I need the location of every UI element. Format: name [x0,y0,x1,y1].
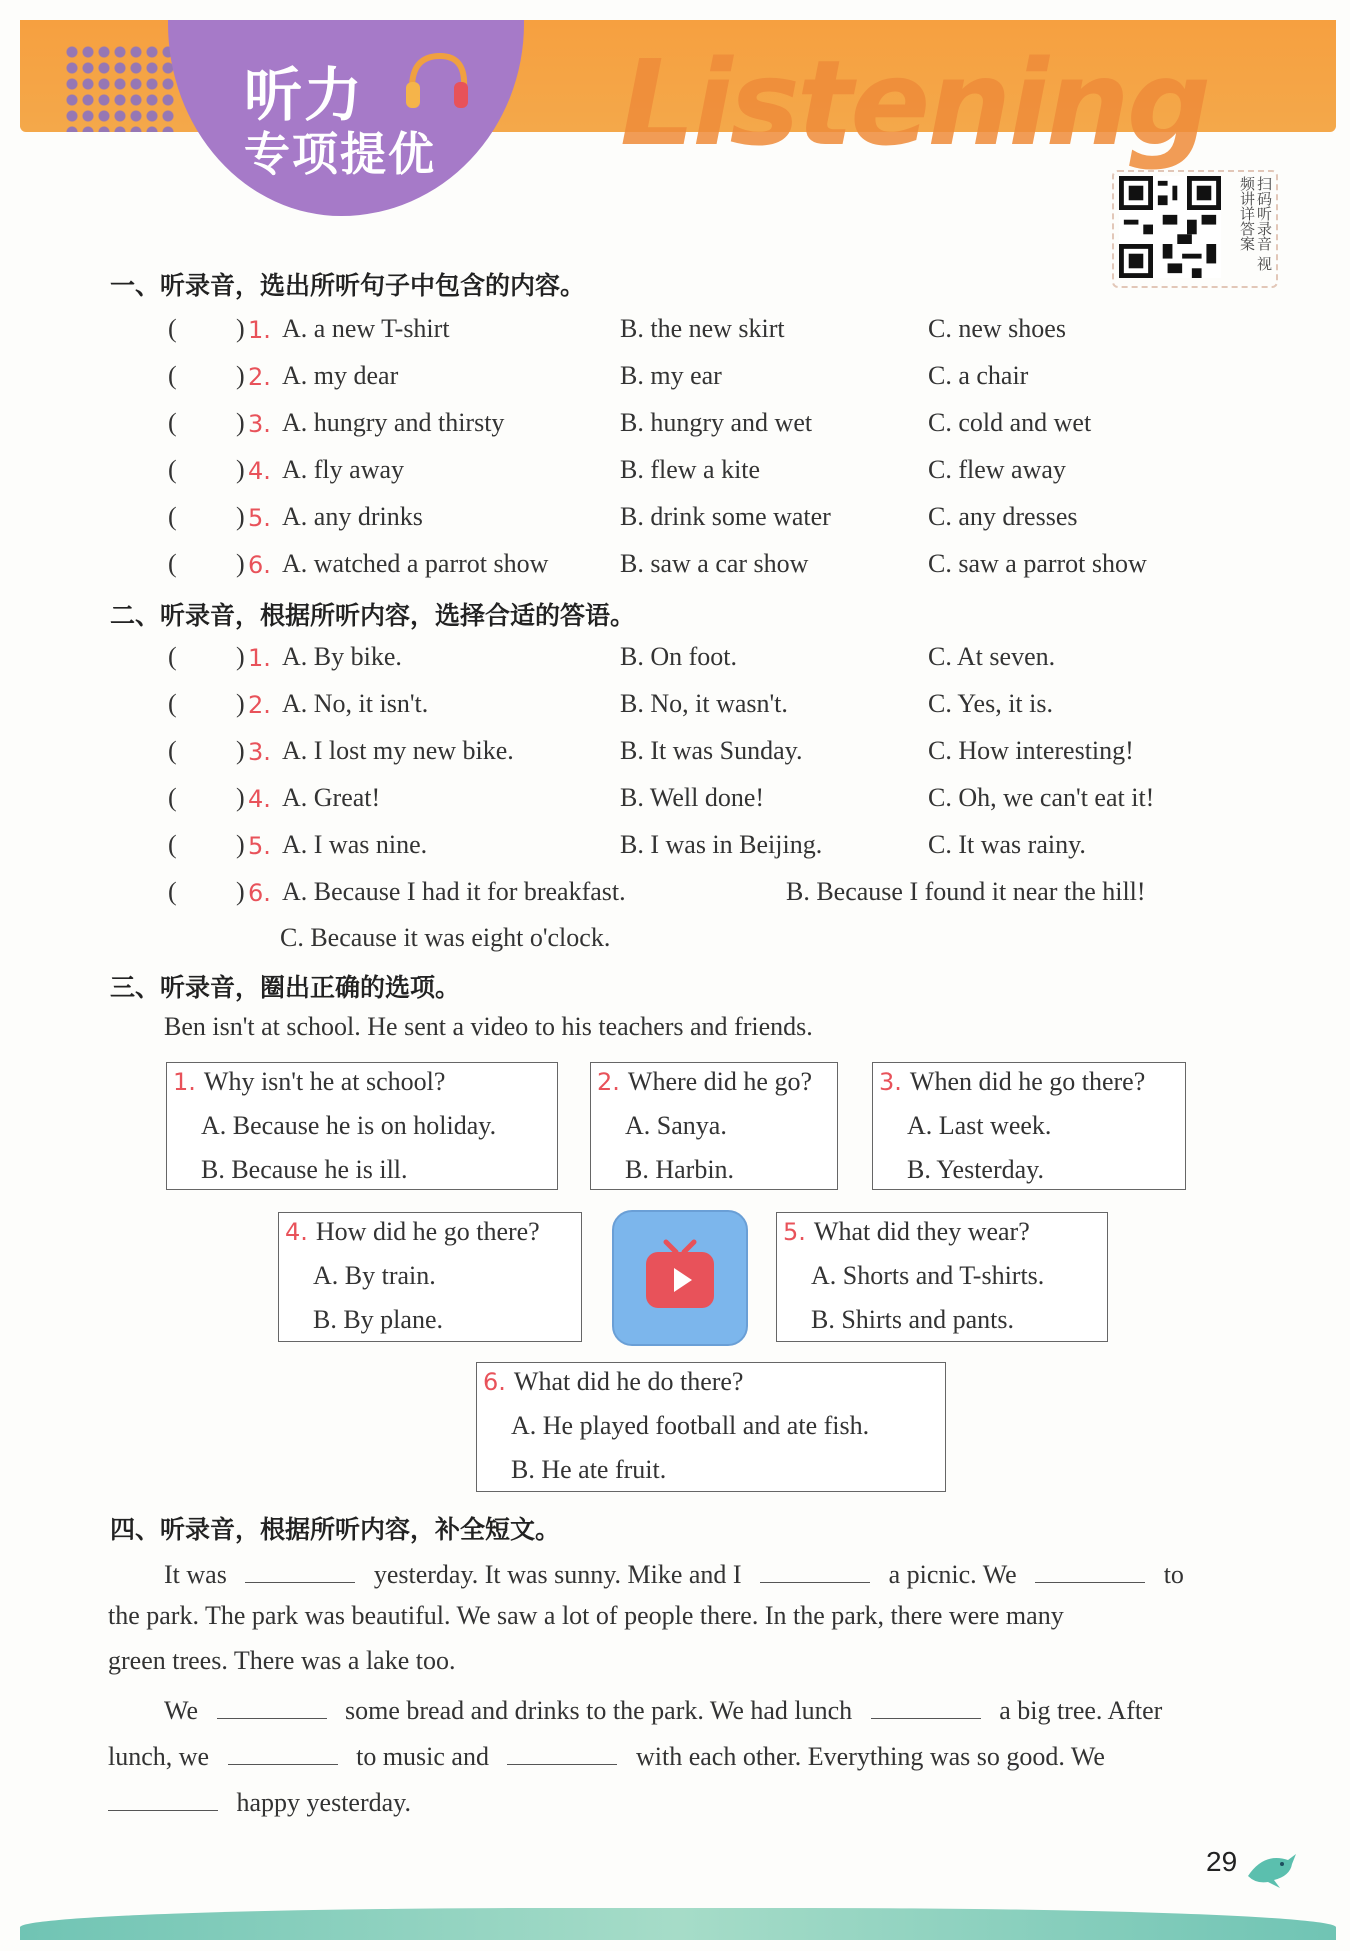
blank-2[interactable] [760,1556,870,1583]
section1-title: 一、听录音，选出所听句子中包含的内容。 [110,271,586,300]
option-c[interactable]: C. How interesting! [928,736,1134,765]
option-a[interactable]: A. fly away [282,455,405,484]
answer-paren-right: ) [236,549,245,578]
question-row [0,455,1350,495]
question-row [0,783,1350,823]
option-a[interactable]: A. a new T-shirt [282,314,450,343]
option-a[interactable]: A. my dear [282,361,399,390]
passage-line-1 [164,1556,1330,1590]
section3-title: 三、听录音，圈出正确的选项。 [110,973,461,1002]
question-number: 3. [248,738,271,766]
question-text: What did he do there? [513,1367,744,1396]
option-c[interactable]: C. flew away [928,455,1066,484]
option-a[interactable]: A. Sanya. [625,1111,727,1140]
question-number: 6. [248,879,271,907]
passage-text: It was [164,1560,227,1589]
banner-word: Listening [620,34,1209,172]
option-b[interactable]: B. the new skirt [620,314,785,343]
option-b[interactable]: B. Well done! [620,783,765,812]
option-c[interactable]: C. cold and wet [928,408,1092,437]
option-c[interactable]: C. It was rainy. [928,830,1086,859]
option-b[interactable]: B. No, it wasn't. [620,689,788,718]
question-text: Where did he go? [627,1067,812,1096]
question-row [0,736,1350,776]
answer-paren-left[interactable]: ( [168,736,177,765]
answer-paren-left[interactable]: ( [168,877,177,906]
question-number: 5. [248,832,271,860]
question-box-6 [476,1362,946,1492]
option-a[interactable]: A. He played football and ate fish. [511,1411,870,1440]
passage-text: to [1163,1560,1184,1589]
option-b[interactable]: B. He ate fruit. [511,1455,667,1484]
option-c[interactable]: C. Yes, it is. [928,689,1053,718]
question-text: When did he go there? [909,1067,1146,1096]
option-b[interactable]: B. drink some water [620,502,831,531]
question-box-3 [872,1062,1186,1190]
answer-paren-left[interactable]: ( [168,783,177,812]
answer-paren-left[interactable]: ( [168,314,177,343]
passage-line-2: the park. The park was beautiful. We saw a lot of people there. In the park, there were many [108,1601,1064,1630]
answer-paren-right: ) [236,455,245,484]
answer-paren-left[interactable]: ( [168,642,177,671]
option-c[interactable]: C. new shoes [928,314,1066,343]
option-b[interactable]: B. By plane. [313,1305,443,1334]
option-a[interactable]: A. Last week. [907,1111,1052,1140]
question-box-4 [278,1212,582,1342]
answer-paren-right: ) [236,689,245,718]
question-row [0,502,1350,542]
option-b[interactable]: B. Yesterday. [907,1155,1044,1184]
option-a[interactable]: A. By train. [313,1261,436,1290]
question-number: 4. [285,1218,308,1246]
question-number: 6. [248,551,271,579]
question-row [0,549,1350,589]
blank-3[interactable] [1035,1556,1145,1583]
option-a[interactable]: A. By bike. [282,642,402,671]
option-c[interactable]: C. any dresses [928,502,1078,531]
answer-paren-right: ) [236,361,245,390]
option-b[interactable]: B. I was in Beijing. [620,830,823,859]
option-c[interactable]: C. Oh, we can't eat it! [928,783,1155,812]
passage-text: some bread and drinks to the park. We had lunch [345,1696,853,1725]
question-box-5 [776,1212,1108,1342]
option-b[interactable]: B. It was Sunday. [620,736,803,765]
option-a[interactable]: A. watched a parrot show [282,549,549,578]
option-b[interactable]: B. hungry and wet [620,408,813,437]
answer-paren-right: ) [236,877,245,906]
option-c[interactable]: C. saw a parrot show [928,549,1147,578]
question-row [0,689,1350,729]
answer-paren-right: ) [236,736,245,765]
question-number: 1. [248,316,271,344]
section3-intro: Ben isn't at school. He sent a video to his teachers and friends. [164,1012,813,1041]
option-b[interactable]: B. Shirts and pants. [811,1305,1014,1334]
option-c[interactable]: C. a chair [928,361,1029,390]
question-row [0,830,1350,870]
option-a[interactable]: A. Because I had it for breakfast. [282,877,626,906]
question-row [0,314,1350,354]
option-c[interactable]: C. Because it was eight o'clock. [280,923,611,952]
passage-text: lunch, we [108,1742,210,1771]
question-box-2 [590,1062,838,1190]
section4-title: 四、听录音，根据所听内容，补全短文。 [110,1515,561,1544]
question-row [0,408,1350,448]
option-a[interactable]: A. Shorts and T-shirts. [811,1261,1045,1290]
question-number: 5. [783,1218,806,1246]
video-play-button[interactable] [612,1210,748,1346]
option-a[interactable]: A. Great! [282,783,381,812]
passage-text: a picnic. We [888,1560,1017,1589]
option-a[interactable]: A. Because he is on holiday. [201,1111,497,1140]
blank-7[interactable] [507,1738,617,1765]
passage-text: We [164,1696,198,1725]
page-number: 29 [1206,1846,1238,1877]
option-a[interactable]: A. any drinks [282,502,423,531]
question-text: What did they wear? [813,1217,1030,1246]
qr-code[interactable] [1118,176,1222,278]
option-a[interactable]: A. No, it isn't. [282,689,429,718]
option-b[interactable]: B. flew a kite [620,455,761,484]
passage-line-5 [108,1738,1274,1772]
dot-pattern [64,44,174,132]
blank-6[interactable] [228,1738,338,1765]
question-row [0,361,1350,401]
blank-5[interactable] [871,1692,981,1719]
answer-paren-right: ) [236,502,245,531]
page-subtitle: 专项提优 [244,127,436,181]
question-text: Why isn't he at school? [203,1067,446,1096]
footer-wave [20,1908,1336,1940]
option-b[interactable]: B. Because I found it near the hill! [786,877,1146,906]
question-row [0,877,1350,952]
answer-paren-left[interactable]: ( [168,408,177,437]
question-number: 2. [597,1068,620,1096]
option-b[interactable]: B. Because he is ill. [201,1155,408,1184]
passage-text: with each other. Everything was so good. We [635,1742,1105,1771]
passage-text: happy yesterday. [236,1788,411,1817]
option-b[interactable]: B. saw a car show [620,549,809,578]
question-number: 3. [879,1068,902,1096]
section2-title: 二、听录音，根据所听内容，选择合适的答语。 [110,601,636,630]
answer-paren-right: ) [236,408,245,437]
question-number: 5. [248,504,271,532]
passage-line-3: green trees. There was a lake too. [108,1646,456,1675]
question-row [0,642,1350,682]
question-number: 2. [248,691,271,719]
question-text: How did he go there? [315,1217,540,1246]
answer-paren-right: ) [236,314,245,343]
play-icon [614,1212,746,1344]
question-number: 3. [248,410,271,438]
page-title: 听力 [244,61,365,129]
question-number: 4. [248,457,271,485]
blank-8[interactable] [108,1784,218,1811]
passage-text: to music and [356,1742,489,1771]
blank-4[interactable] [217,1692,327,1719]
answer-paren-right: ) [236,783,245,812]
answer-paren-left[interactable]: ( [168,830,177,859]
answer-paren-left[interactable]: ( [168,502,177,531]
answer-paren-left[interactable]: ( [168,689,177,718]
question-number: 2. [248,363,271,391]
dolphin-icon [1244,1846,1300,1890]
blank-1[interactable] [245,1556,355,1583]
question-number: 4. [248,785,271,813]
question-box-1 [166,1062,558,1190]
option-a[interactable]: A. hungry and thirsty [282,408,505,437]
answer-paren-right: ) [236,830,245,859]
option-b[interactable]: B. my ear [620,361,722,390]
headphone-icon [400,48,472,114]
answer-paren-left[interactable]: ( [168,361,177,390]
question-number: 1. [173,1068,196,1096]
question-number: 6. [483,1368,506,1396]
option-b[interactable]: B. Harbin. [625,1155,735,1184]
option-a[interactable]: A. I lost my new bike. [282,736,514,765]
passage-line-4 [164,1692,1330,1726]
passage-text: a big tree. After [999,1696,1163,1725]
passage-line-6 [108,1784,1274,1818]
option-c[interactable]: C. At seven. [928,642,1056,671]
answer-paren-left[interactable]: ( [168,549,177,578]
option-b[interactable]: B. On foot. [620,642,737,671]
question-number: 1. [248,644,271,672]
answer-paren-right: ) [236,642,245,671]
option-a[interactable]: A. I was nine. [282,830,428,859]
answer-paren-left[interactable]: ( [168,455,177,484]
passage-text: yesterday. It was sunny. Mike and I [373,1560,742,1589]
qr-caption: 扫码听录音 视频讲详答案 [1238,176,1273,271]
